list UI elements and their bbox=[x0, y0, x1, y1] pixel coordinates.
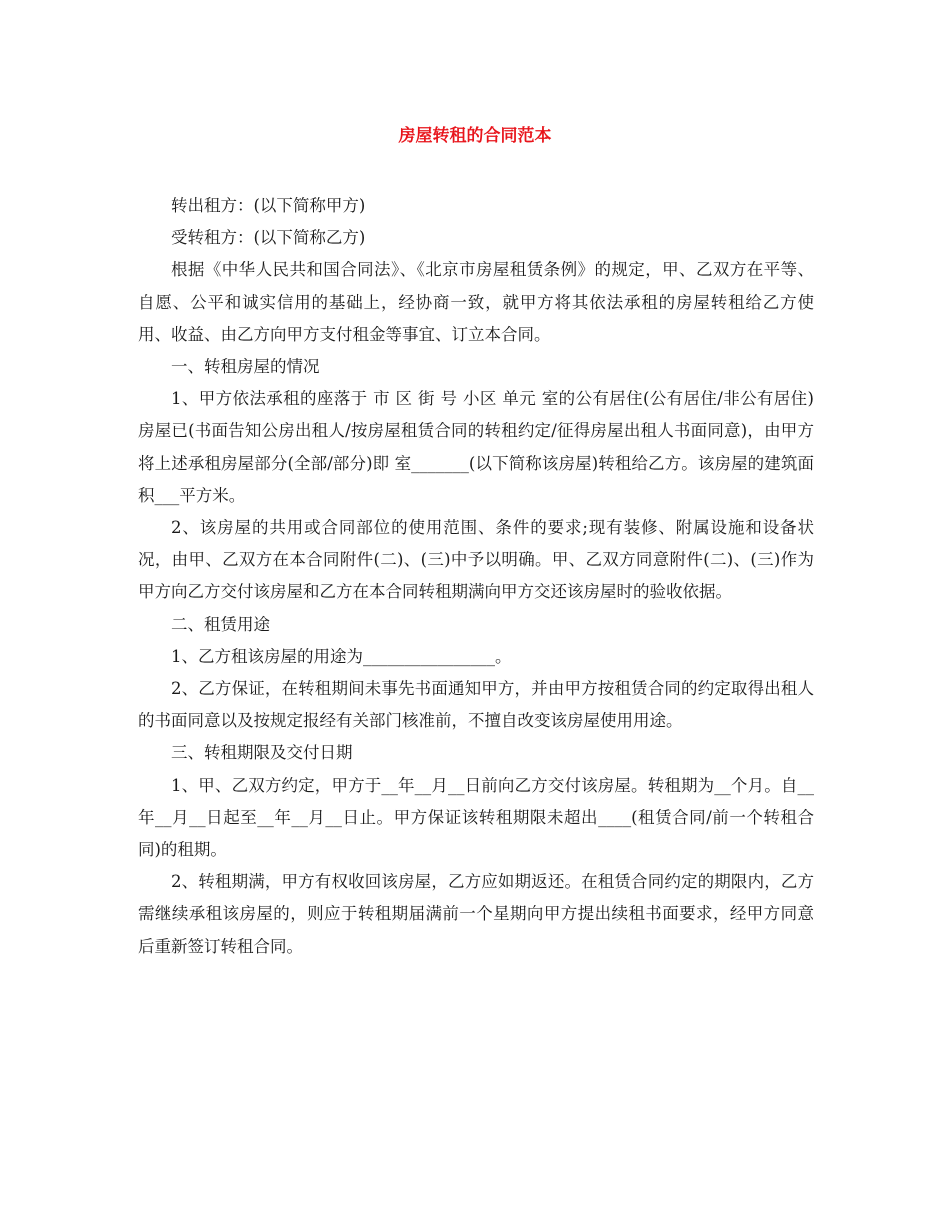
paragraph-1-1: 1、甲方依法承租的座落于 市 区 街 号 小区 单元 室的公有居住(公有居住/非公有居住)房屋已(书面告知公房出租人/按房屋租赁合同的转租约定/征得房屋出租人书面同意)，由甲方将上述承租房屋部分(全部/部分)即 室_______(以下简称该房屋)转租给乙方。该房屋的建筑面积___平方米。 bbox=[138, 389, 814, 505]
paragraph-preamble: 根据《中华人民共和国合同法》、《北京市房屋租赁条例》的规定，甲、乙双方在平等、自愿、公平和诚实信用的基础上，经协商一致，就甲方将其依法承租的房屋转租给乙方使用、收益、由乙方向甲方支付租金等事宜、订立本合同。 bbox=[138, 260, 814, 344]
paragraph-1-2: 2、该房屋的共用或合同部位的使用范围、条件的要求;现有装修、附属设施和设备状况，由甲、乙双方在本合同附件(二)、(三)中予以明确。甲、乙双方同意附件(二)、(三)作为甲方向乙方交付该房屋和乙方在本合同转租期满向甲方交还该房屋时的验收依据。 bbox=[138, 518, 814, 602]
section-heading-2: 二、租赁用途 bbox=[171, 614, 270, 634]
paragraph-lessor: 转出租方：(以下简称甲方) bbox=[171, 196, 366, 215]
section-heading-3: 三、转租期限及交付日期 bbox=[171, 743, 353, 763]
paragraph-3-2: 2、转租期满，甲方有权收回该房屋，乙方应如期返还。在租赁合同约定的期限内，乙方需继续承租该房屋的，则应于转租期届满前一个星期向甲方提出续租书面要求，经甲方同意后重新签订转租合同。 bbox=[138, 872, 814, 956]
paragraph-lessee: 受转租方：(以下简称乙方) bbox=[171, 228, 366, 248]
document-title: 房屋转租的合同范本 bbox=[398, 126, 552, 146]
paragraph-3-1: 1、甲、乙双方约定，甲方于__年__月__日前向乙方交付该房屋。转租期为__个月。自__年__月__日起至__年__月__日止。甲方保证该转租期限未超出____(租赁合同/前一个转租合同)的租期。 bbox=[138, 775, 814, 860]
paragraph-2-2: 2、乙方保证，在转租期间未事先书面通知甲方，并由甲方按租赁合同的约定取得出租人的书面同意以及按规定报经有关部门核准前，不擅自改变该房屋使用用途。 bbox=[138, 679, 814, 731]
section-heading-1: 一、转租房屋的情况 bbox=[171, 357, 320, 377]
document-body bbox=[138, 190, 814, 963]
paragraph-2-1: 1、乙方租该房屋的用途为________________。 bbox=[171, 646, 512, 666]
